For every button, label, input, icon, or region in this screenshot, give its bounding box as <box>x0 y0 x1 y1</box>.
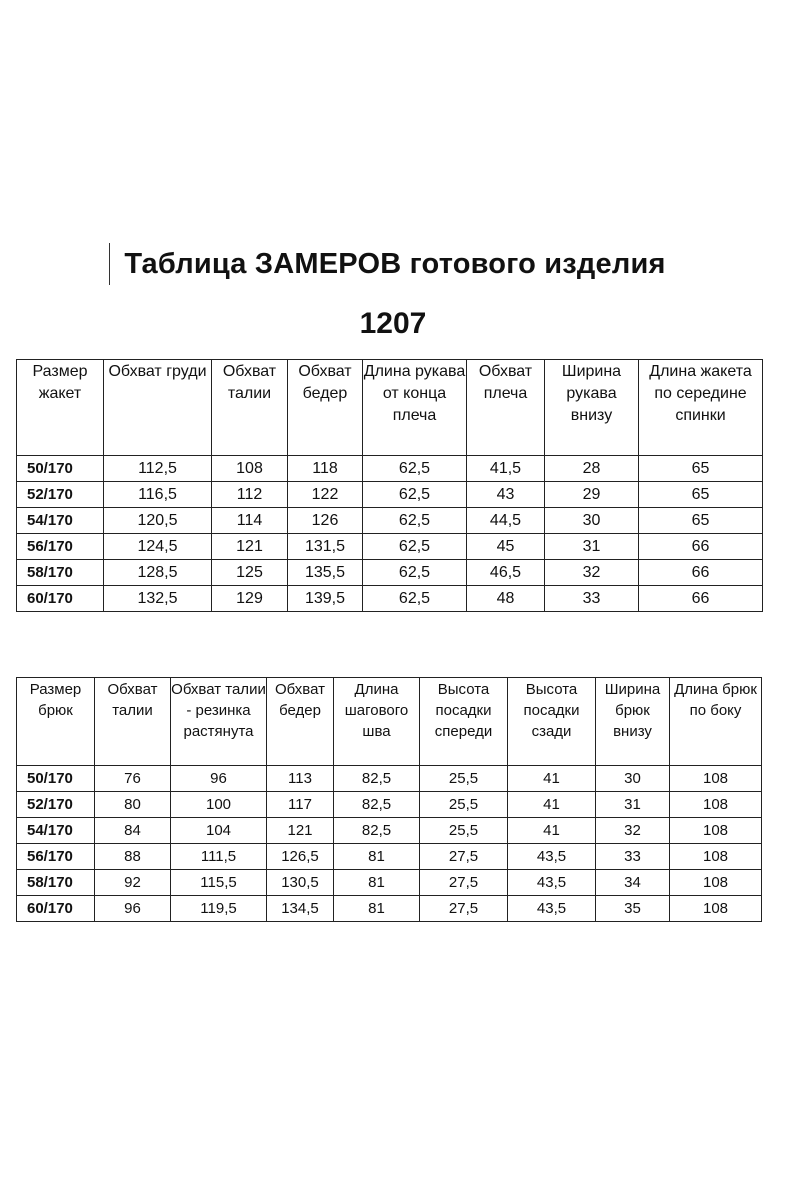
table-cell: 126 <box>288 508 363 534</box>
table-cell: 112 <box>212 482 288 508</box>
table-cell: 125 <box>212 560 288 586</box>
table-cell: 124,5 <box>104 534 212 560</box>
column-header: Обхват талии - резинка растянута <box>171 678 267 766</box>
table-cell: 31 <box>596 792 670 818</box>
table-cell: 108 <box>670 792 762 818</box>
table-cell: 96 <box>95 896 171 922</box>
column-header: Обхват груди <box>104 360 212 456</box>
table-cell: 108 <box>670 818 762 844</box>
table-cell: 48 <box>467 586 545 612</box>
pants-measurements-table <box>16 677 762 922</box>
table-cell: 84 <box>95 818 171 844</box>
table-cell: 65 <box>639 456 763 482</box>
table-cell: 27,5 <box>420 844 508 870</box>
table-cell: 27,5 <box>420 870 508 896</box>
column-header: Размер брюк <box>17 678 95 766</box>
table-cell: 65 <box>639 508 763 534</box>
column-header: Размер жакет <box>17 360 104 456</box>
table-cell: 46,5 <box>467 560 545 586</box>
table-cell: 33 <box>596 844 670 870</box>
table-cell: 41 <box>508 766 596 792</box>
table-cell: 119,5 <box>171 896 267 922</box>
column-header: Обхват талии <box>212 360 288 456</box>
column-header: Обхват бедер <box>288 360 363 456</box>
table-cell: 118 <box>288 456 363 482</box>
table-cell: 76 <box>95 766 171 792</box>
column-header: Ширина рукава внизу <box>545 360 639 456</box>
column-header: Высота посадки спереди <box>420 678 508 766</box>
table-cell: 43,5 <box>508 896 596 922</box>
table-row <box>17 896 762 922</box>
table-cell: 116,5 <box>104 482 212 508</box>
table-cell: 135,5 <box>288 560 363 586</box>
table-cell: 92 <box>95 870 171 896</box>
table-cell: 126,5 <box>267 844 334 870</box>
table-cell: 65 <box>639 482 763 508</box>
table-cell: 32 <box>596 818 670 844</box>
table-cell: 81 <box>334 896 420 922</box>
size-cell: 60/170 <box>17 586 104 612</box>
table-cell: 82,5 <box>334 766 420 792</box>
table-cell: 112,5 <box>104 456 212 482</box>
table-row <box>17 766 762 792</box>
column-header: Длина брюк по боку <box>670 678 762 766</box>
column-header: Высота посадки сзади <box>508 678 596 766</box>
column-header: Ширина брюк внизу <box>596 678 670 766</box>
table-cell: 108 <box>670 844 762 870</box>
table-cell: 104 <box>171 818 267 844</box>
table-row <box>17 792 762 818</box>
column-header: Длина жакета по середине спинки <box>639 360 763 456</box>
table-cell: 134,5 <box>267 896 334 922</box>
table-row <box>17 560 763 586</box>
table-cell: 66 <box>639 560 763 586</box>
size-cell: 56/170 <box>17 844 95 870</box>
table-cell: 100 <box>171 792 267 818</box>
size-cell: 54/170 <box>17 818 95 844</box>
table-cell: 28 <box>545 456 639 482</box>
table-row <box>17 586 763 612</box>
table-cell: 62,5 <box>363 534 467 560</box>
table-cell: 66 <box>639 534 763 560</box>
table-cell: 117 <box>267 792 334 818</box>
table-cell: 96 <box>171 766 267 792</box>
table-cell: 120,5 <box>104 508 212 534</box>
table-header-row <box>17 678 762 766</box>
column-header: Длина рукава от конца плеча <box>363 360 467 456</box>
table-row <box>17 456 763 482</box>
size-cell: 58/170 <box>17 560 104 586</box>
table-cell: 111,5 <box>171 844 267 870</box>
table-cell: 113 <box>267 766 334 792</box>
size-cell: 52/170 <box>17 482 104 508</box>
table-cell: 132,5 <box>104 586 212 612</box>
table-cell: 41 <box>508 818 596 844</box>
table-cell: 108 <box>212 456 288 482</box>
column-header: Обхват талии <box>95 678 171 766</box>
table-row <box>17 870 762 896</box>
table-cell: 108 <box>670 766 762 792</box>
table-row <box>17 818 762 844</box>
column-header: Длина шагового шва <box>334 678 420 766</box>
table-cell: 66 <box>639 586 763 612</box>
size-cell: 58/170 <box>17 870 95 896</box>
table-cell: 41 <box>508 792 596 818</box>
column-header: Обхват бедер <box>267 678 334 766</box>
table-cell: 31 <box>545 534 639 560</box>
table-cell: 45 <box>467 534 545 560</box>
table-cell: 108 <box>670 870 762 896</box>
table-cell: 62,5 <box>363 482 467 508</box>
table-cell: 122 <box>288 482 363 508</box>
jacket-measurements-table <box>16 359 763 612</box>
table-cell: 131,5 <box>288 534 363 560</box>
table-cell: 35 <box>596 896 670 922</box>
table-cell: 121 <box>267 818 334 844</box>
model-number: 1207 <box>359 307 427 340</box>
table-cell: 82,5 <box>334 792 420 818</box>
table-cell: 25,5 <box>420 792 508 818</box>
table-cell: 41,5 <box>467 456 545 482</box>
table-cell: 62,5 <box>363 508 467 534</box>
table-row <box>17 482 763 508</box>
table-cell: 25,5 <box>420 818 508 844</box>
table-cell: 128,5 <box>104 560 212 586</box>
table-cell: 121 <box>212 534 288 560</box>
table-cell: 25,5 <box>420 766 508 792</box>
table-cell: 81 <box>334 844 420 870</box>
table-row <box>17 534 763 560</box>
table-header-row <box>17 360 763 456</box>
table-cell: 88 <box>95 844 171 870</box>
table-cell: 62,5 <box>363 560 467 586</box>
table-cell: 30 <box>545 508 639 534</box>
table-row <box>17 508 763 534</box>
table-cell: 34 <box>596 870 670 896</box>
size-cell: 52/170 <box>17 792 95 818</box>
table-cell: 108 <box>670 896 762 922</box>
table-cell: 82,5 <box>334 818 420 844</box>
table-cell: 33 <box>545 586 639 612</box>
size-cell: 60/170 <box>17 896 95 922</box>
table-cell: 43 <box>467 482 545 508</box>
table-cell: 115,5 <box>171 870 267 896</box>
table-cell: 114 <box>212 508 288 534</box>
size-cell: 50/170 <box>17 766 95 792</box>
column-header: Обхват плеча <box>467 360 545 456</box>
table-cell: 80 <box>95 792 171 818</box>
table-cell: 27,5 <box>420 896 508 922</box>
page-title: Таблица ЗАМЕРОВ готового изделия <box>124 248 666 280</box>
table-cell: 129 <box>212 586 288 612</box>
table-cell: 29 <box>545 482 639 508</box>
table-cell: 81 <box>334 870 420 896</box>
table-cell: 43,5 <box>508 870 596 896</box>
table-cell: 32 <box>545 560 639 586</box>
size-cell: 54/170 <box>17 508 104 534</box>
table-row <box>17 844 762 870</box>
table-cell: 62,5 <box>363 456 467 482</box>
size-cell: 56/170 <box>17 534 104 560</box>
table-cell: 62,5 <box>363 586 467 612</box>
table-cell: 30 <box>596 766 670 792</box>
size-cell: 50/170 <box>17 456 104 482</box>
table-cell: 130,5 <box>267 870 334 896</box>
table-cell: 139,5 <box>288 586 363 612</box>
table-cell: 43,5 <box>508 844 596 870</box>
table-cell: 44,5 <box>467 508 545 534</box>
